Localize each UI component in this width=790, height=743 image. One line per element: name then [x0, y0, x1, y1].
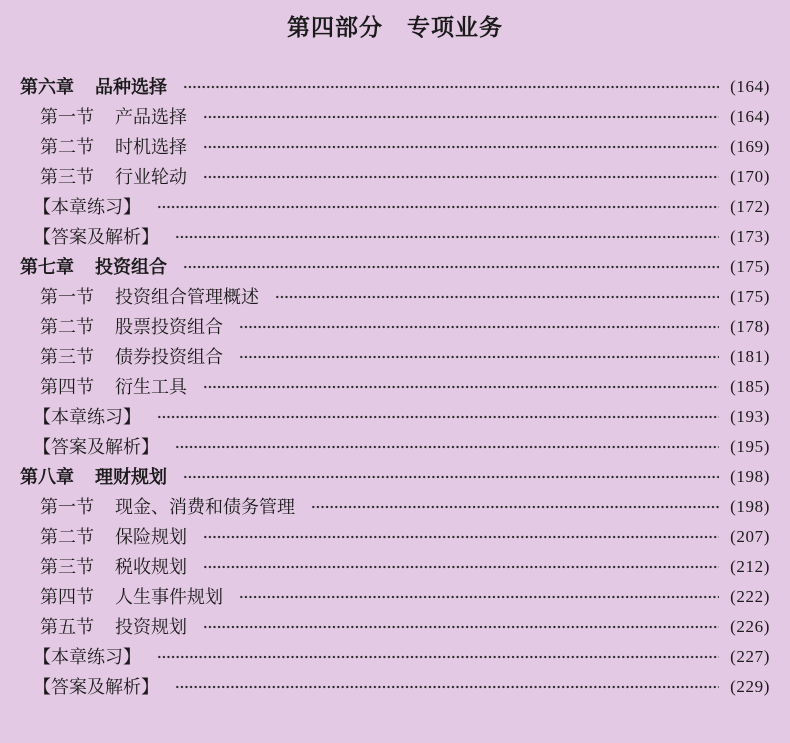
page-number: (172): [730, 197, 770, 216]
section-entry: [0, 282, 790, 312]
chapter-entry: [0, 462, 790, 492]
dot-leader: [203, 175, 719, 179]
dot-leader: [203, 625, 719, 629]
page-number: (212): [730, 557, 770, 576]
entry-title: 人生事件规划: [115, 587, 223, 607]
entry-number: 第六章: [20, 77, 74, 97]
page-number: (175): [730, 257, 770, 276]
entry-number: 第三节: [40, 347, 94, 367]
dot-leader: [183, 475, 719, 479]
part-title: 第四部分 专项业务: [287, 15, 503, 40]
page-number: (185): [730, 377, 770, 396]
entry-title: 保险规划: [115, 527, 187, 547]
section-entry: [0, 522, 790, 552]
dot-leader: [203, 535, 719, 539]
entry-title: 理财规划: [95, 467, 167, 487]
dot-leader: [183, 85, 719, 89]
entry-title: 投资组合管理概述: [115, 287, 259, 307]
section-entry: [0, 312, 790, 342]
page-number: (222): [730, 587, 770, 606]
entry-title: 时机选择: [115, 137, 187, 157]
entry-number: 第四节: [40, 377, 94, 397]
page-number: (198): [730, 497, 770, 516]
dot-leader: [183, 265, 719, 269]
entry-number: 第三节: [40, 167, 94, 187]
page-number: (195): [730, 437, 770, 456]
section-entry: [0, 372, 790, 402]
section-entry: [0, 612, 790, 642]
dot-leader: [175, 445, 719, 449]
entry-number: 第一节: [40, 107, 94, 127]
section-entry: [0, 102, 790, 132]
entry-number: 第三节: [40, 557, 94, 577]
entry-number: 第八章: [20, 467, 74, 487]
dot-leader: [203, 385, 719, 389]
exercise-entry: [0, 642, 790, 672]
dot-leader: [203, 565, 719, 569]
page-number: (227): [730, 647, 770, 666]
entry-title: 投资组合: [95, 257, 167, 277]
entry-number: 第五节: [40, 617, 94, 637]
entry-title: 税收规划: [115, 557, 187, 577]
entry-title: 【本章练习】: [33, 647, 141, 667]
page-number: (207): [730, 527, 770, 546]
page-number: (226): [730, 617, 770, 636]
entry-number: 第四节: [40, 587, 94, 607]
section-entry: [0, 132, 790, 162]
entry-number: 第一节: [40, 497, 94, 517]
dot-leader: [239, 325, 719, 329]
exercise-entry: [0, 222, 790, 252]
chapter-entry: [0, 252, 790, 282]
dot-leader: [311, 505, 719, 509]
dot-leader: [275, 295, 719, 299]
entry-number: 第七章: [20, 257, 74, 277]
entry-title: 【答案及解析】: [33, 227, 159, 247]
dot-leader: [157, 205, 719, 209]
dot-leader: [203, 145, 719, 149]
dot-leader: [239, 595, 719, 599]
entry-number: 第一节: [40, 287, 94, 307]
entry-title: 【答案及解析】: [33, 677, 159, 697]
section-entry: [0, 342, 790, 372]
exercise-entry: [0, 402, 790, 432]
entry-number: 第二节: [40, 137, 94, 157]
page-number: (181): [730, 347, 770, 366]
entry-title: 【答案及解析】: [33, 437, 159, 457]
page-number: (198): [730, 467, 770, 486]
page-number: (164): [730, 77, 770, 96]
page-number: (178): [730, 317, 770, 336]
page-number: (175): [730, 287, 770, 306]
entry-title: 行业轮动: [115, 167, 187, 187]
entry-title: 债券投资组合: [115, 347, 223, 367]
entry-title: 投资规划: [115, 617, 187, 637]
page-number: (170): [730, 167, 770, 186]
entry-title: 【本章练习】: [33, 197, 141, 217]
dot-leader: [239, 355, 719, 359]
page-number: (173): [730, 227, 770, 246]
exercise-entry: [0, 192, 790, 222]
entry-number: 第二节: [40, 527, 94, 547]
page-number: (193): [730, 407, 770, 426]
entry-title: 品种选择: [95, 77, 167, 97]
page-number: (164): [730, 107, 770, 126]
entry-title: 【本章练习】: [33, 407, 141, 427]
exercise-entry: [0, 672, 790, 702]
chapter-entry: [0, 72, 790, 102]
table-of-contents: [0, 72, 790, 702]
entry-title: 产品选择: [115, 107, 187, 127]
page-number: (169): [730, 137, 770, 156]
section-entry: [0, 162, 790, 192]
entry-number: 第二节: [40, 317, 94, 337]
dot-leader: [157, 655, 719, 659]
entry-title: 现金、消费和债务管理: [115, 497, 295, 517]
section-entry: [0, 492, 790, 522]
exercise-entry: [0, 432, 790, 462]
entry-title: 股票投资组合: [115, 317, 223, 337]
dot-leader: [203, 115, 719, 119]
entry-title: 衍生工具: [115, 377, 187, 397]
dot-leader: [175, 685, 719, 689]
page-number: (229): [730, 677, 770, 696]
dot-leader: [157, 415, 719, 419]
section-entry: [0, 552, 790, 582]
dot-leader: [175, 235, 719, 239]
section-entry: [0, 582, 790, 612]
